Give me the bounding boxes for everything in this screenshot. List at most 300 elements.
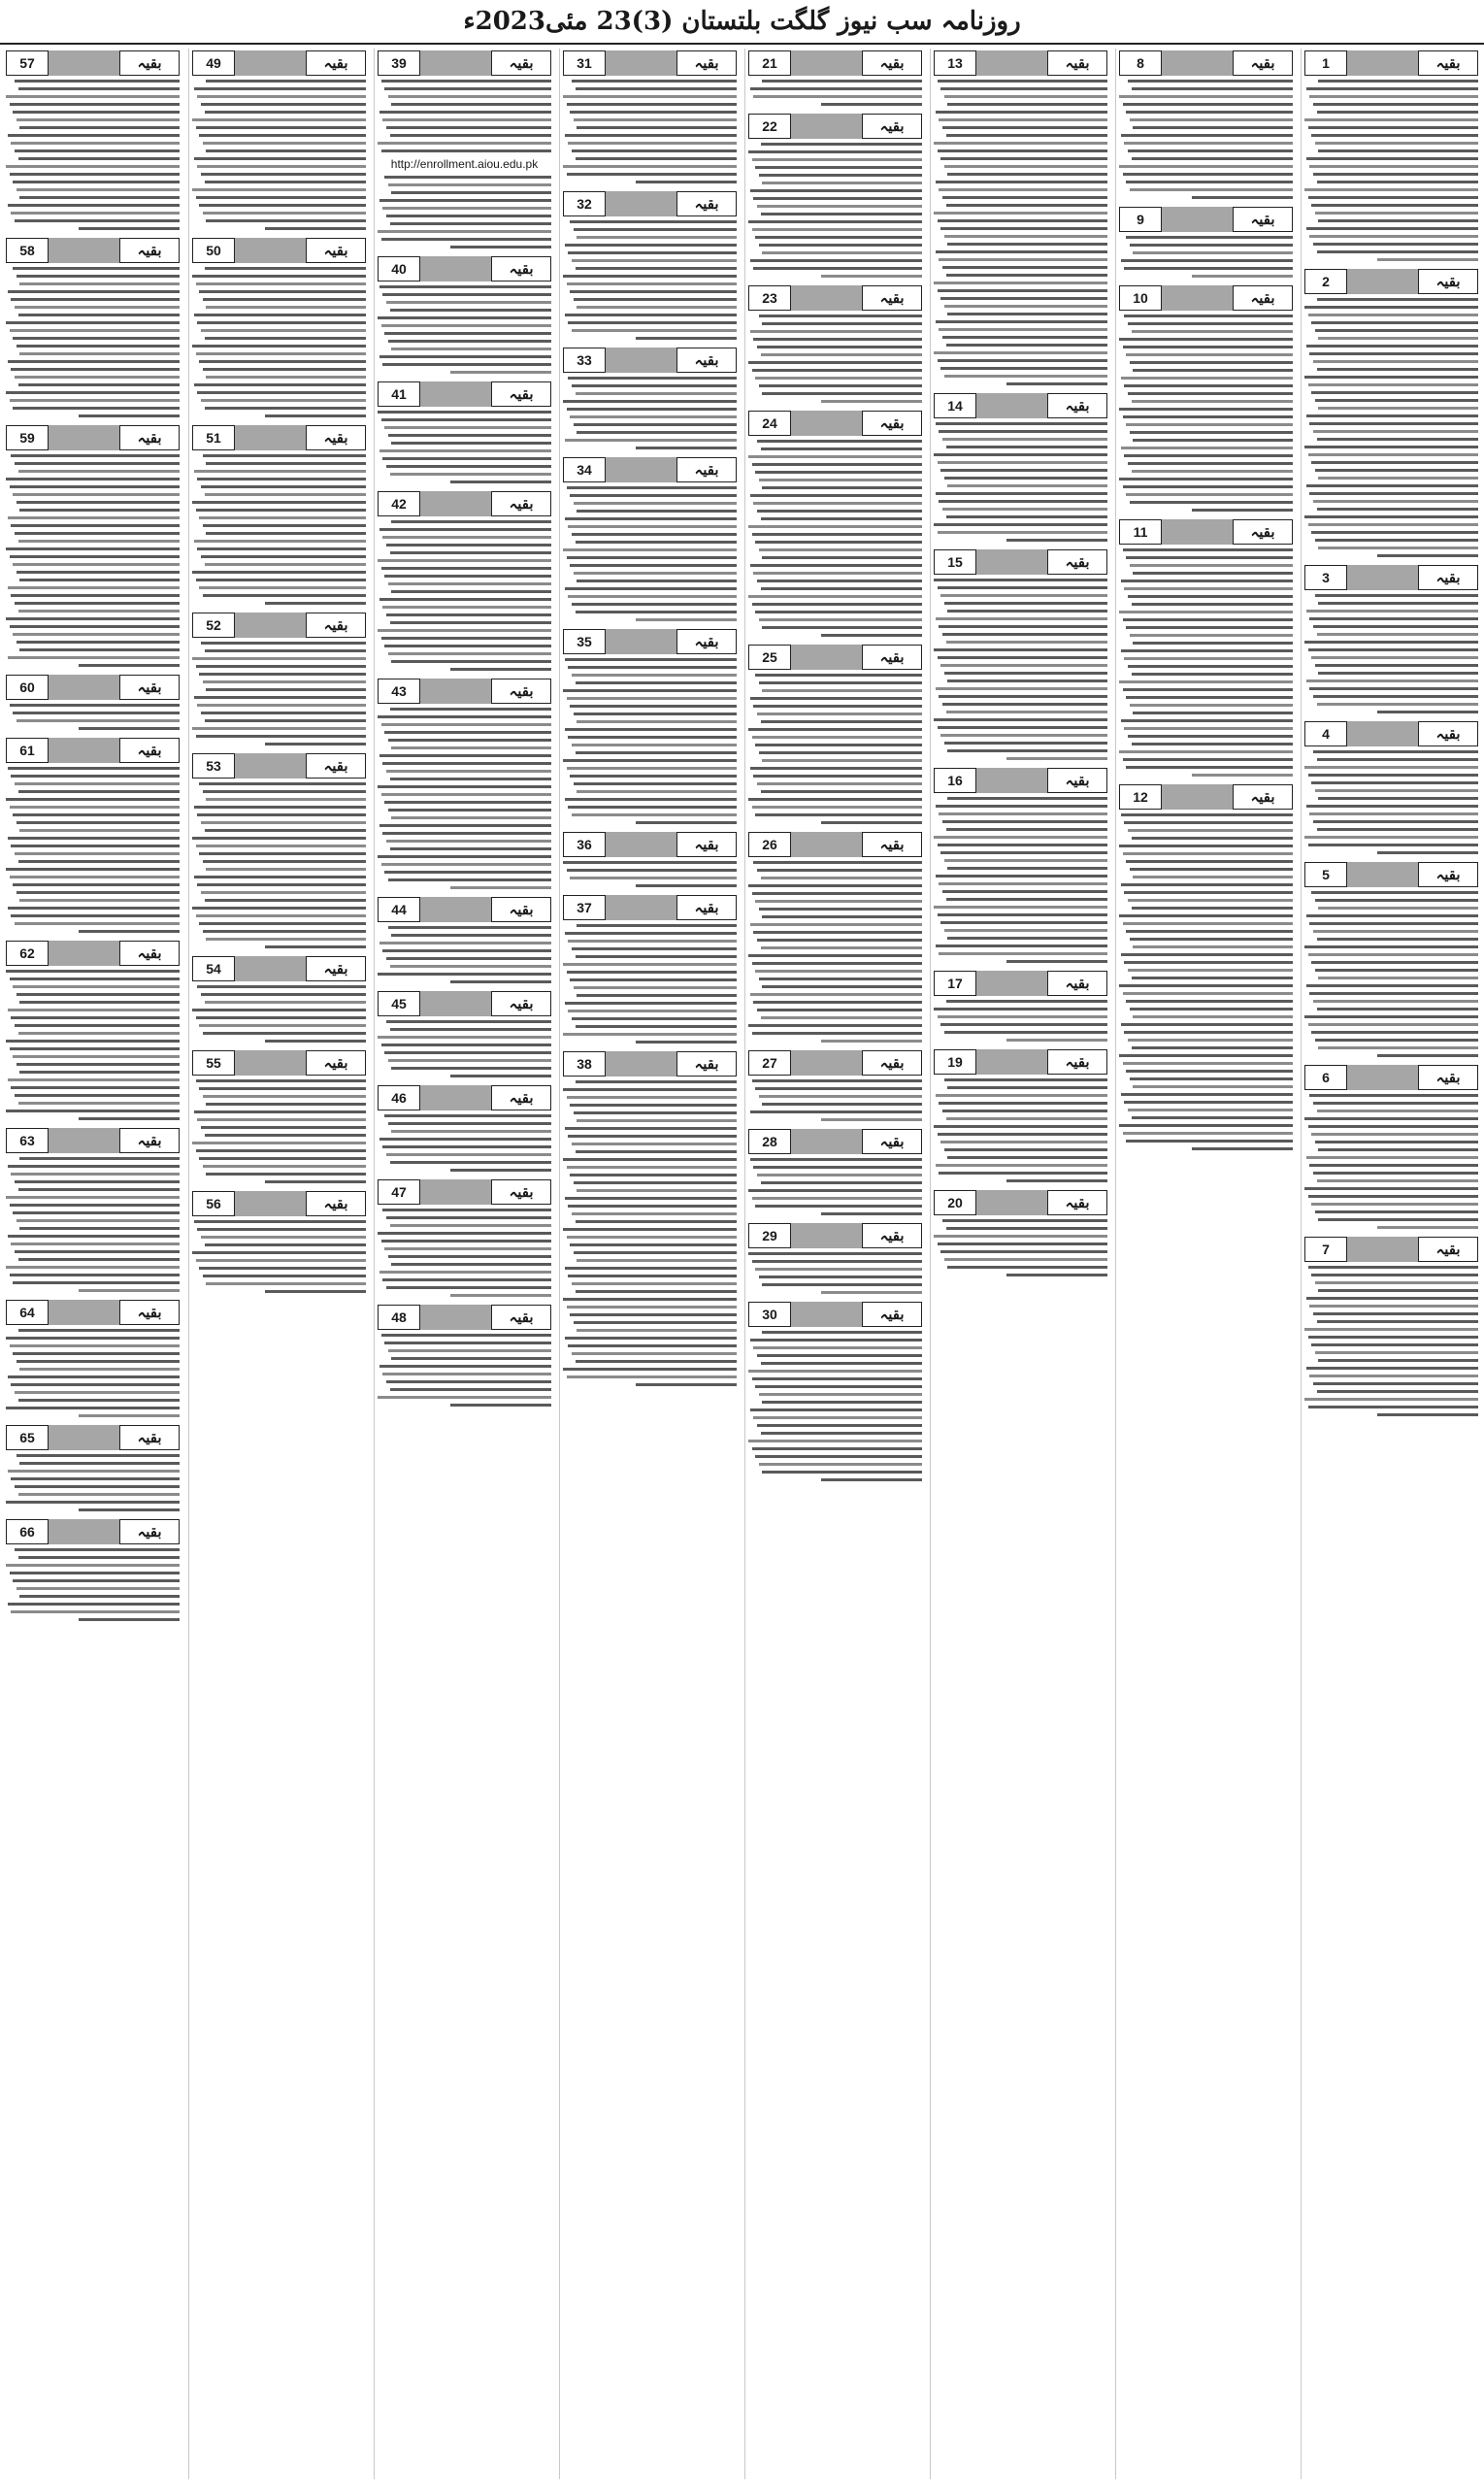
text-line xyxy=(759,977,922,980)
continuation-label: بقیہ xyxy=(1418,269,1478,294)
text-line xyxy=(19,829,180,832)
article-text xyxy=(192,1220,366,1293)
continuation-header xyxy=(934,768,1107,793)
continuation-block xyxy=(192,753,366,948)
text-line xyxy=(752,1260,922,1263)
text-line xyxy=(6,1040,180,1043)
text-line xyxy=(10,399,180,402)
text-line xyxy=(1313,820,1478,823)
text-line xyxy=(10,1047,180,1050)
text-line xyxy=(1128,735,1293,738)
continuation-header xyxy=(1119,285,1293,311)
text-line xyxy=(201,821,366,824)
text-line xyxy=(386,613,551,616)
text-line xyxy=(1308,648,1478,651)
text-line xyxy=(748,525,922,528)
text-line xyxy=(568,1275,737,1277)
text-line xyxy=(6,970,180,973)
article-text xyxy=(1304,594,1478,713)
text-line xyxy=(203,298,366,301)
continuation-number: 13 xyxy=(934,50,976,76)
text-line xyxy=(378,629,551,632)
continuation-number: 46 xyxy=(378,1085,420,1110)
text-line xyxy=(762,689,922,692)
article-text xyxy=(563,220,737,340)
article-text xyxy=(6,80,180,230)
text-line xyxy=(570,1104,737,1107)
text-line xyxy=(1128,322,1293,325)
text-line xyxy=(13,181,180,183)
text-line xyxy=(13,563,180,566)
continuation-header xyxy=(192,50,366,76)
text-line xyxy=(572,1143,737,1145)
text-line xyxy=(1119,338,1293,341)
text-line xyxy=(938,586,1107,589)
text-line xyxy=(6,165,180,168)
text-line xyxy=(1124,142,1293,145)
text-line xyxy=(1308,1266,1478,1269)
text-line xyxy=(388,878,551,881)
text-line xyxy=(576,955,737,958)
text-line xyxy=(382,536,551,539)
text-line xyxy=(1119,845,1293,847)
continuation-block xyxy=(378,991,551,1077)
text-line xyxy=(1306,805,1478,808)
text-line xyxy=(450,1075,551,1077)
text-line xyxy=(1308,126,1478,129)
text-line xyxy=(1311,1343,1478,1346)
article-text xyxy=(192,454,366,605)
text-line xyxy=(13,883,180,886)
article-text xyxy=(934,422,1107,542)
text-line xyxy=(946,515,1107,518)
continuation-header xyxy=(563,1051,737,1077)
text-line xyxy=(1304,446,1478,448)
text-line xyxy=(199,673,366,676)
continuation-block xyxy=(1119,519,1293,777)
continuation-header xyxy=(378,50,551,76)
text-line xyxy=(940,297,1107,300)
header-bar xyxy=(420,256,491,282)
text-line xyxy=(947,749,1107,752)
continuation-number: 53 xyxy=(192,753,235,779)
text-line xyxy=(203,930,366,933)
text-line xyxy=(11,1016,180,1019)
continuation-header xyxy=(563,348,737,373)
continuation-number: 37 xyxy=(563,895,606,920)
text-line xyxy=(199,516,366,519)
text-line xyxy=(753,931,922,934)
continuation-block xyxy=(1304,565,1478,713)
continuation-label: بقیہ xyxy=(676,895,737,920)
text-line xyxy=(940,1023,1107,1026)
text-line xyxy=(563,95,737,98)
text-line xyxy=(382,606,551,609)
continuation-label: بقیہ xyxy=(1233,50,1293,76)
text-line xyxy=(1315,1210,1478,1213)
article-text xyxy=(563,861,737,887)
continuation-number: 41 xyxy=(378,381,420,407)
text-line xyxy=(1318,477,1478,480)
text-line xyxy=(759,908,922,911)
continuation-label: بقیہ xyxy=(119,425,180,450)
text-line xyxy=(576,1360,737,1363)
text-line xyxy=(16,345,180,348)
text-line xyxy=(1306,414,1478,417)
text-line xyxy=(570,775,737,778)
header-bar xyxy=(1162,784,1233,810)
text-line xyxy=(203,142,366,145)
text-line xyxy=(206,149,366,152)
text-line xyxy=(16,993,180,996)
text-line xyxy=(750,923,922,926)
continuation-label: بقیہ xyxy=(119,675,180,700)
text-line xyxy=(750,993,922,996)
text-line xyxy=(15,80,180,83)
continuation-number: 22 xyxy=(748,114,791,139)
text-line xyxy=(381,149,551,152)
text-line xyxy=(570,111,737,114)
text-line xyxy=(944,305,1107,308)
continuation-label: بقیہ xyxy=(306,1050,366,1076)
continuation-label: بقیہ xyxy=(306,425,366,450)
continuation-number: 62 xyxy=(6,941,49,966)
continuation-header xyxy=(1119,50,1293,76)
header-bar xyxy=(1347,862,1418,887)
text-line xyxy=(386,840,551,843)
text-line xyxy=(450,1169,551,1172)
text-line xyxy=(1317,298,1478,301)
text-line xyxy=(938,656,1107,659)
continuation-header xyxy=(6,425,180,450)
text-line xyxy=(563,548,737,551)
text-line xyxy=(946,274,1107,277)
text-line xyxy=(1309,1094,1478,1097)
text-line xyxy=(13,493,180,496)
text-line xyxy=(947,243,1107,246)
article-text xyxy=(1304,80,1478,261)
text-line xyxy=(752,1447,922,1450)
text-line xyxy=(196,845,366,847)
continuation-block xyxy=(748,411,922,637)
text-line xyxy=(384,801,551,804)
text-line xyxy=(8,907,180,910)
text-line xyxy=(15,1180,180,1183)
text-line xyxy=(79,1414,180,1417)
text-line xyxy=(576,87,737,90)
text-line xyxy=(572,329,737,332)
text-line xyxy=(8,360,180,363)
header-bar xyxy=(1347,50,1418,76)
continuation-label: بقیہ xyxy=(306,238,366,263)
text-line xyxy=(1306,1156,1478,1159)
text-line xyxy=(755,970,922,973)
header-bar xyxy=(976,50,1047,76)
text-line xyxy=(391,816,551,819)
text-line xyxy=(192,907,366,910)
text-line xyxy=(379,598,551,601)
text-line xyxy=(567,486,737,489)
text-line xyxy=(1126,423,1293,426)
text-line xyxy=(636,447,737,449)
text-line xyxy=(947,937,1107,940)
text-line xyxy=(1124,267,1293,270)
text-line xyxy=(1133,369,1293,372)
text-line xyxy=(570,494,737,497)
text-line xyxy=(572,149,737,152)
continuation-number: 36 xyxy=(563,832,606,857)
continuation-label: بقیہ xyxy=(1047,549,1107,575)
text-line xyxy=(206,462,366,465)
continuation-header xyxy=(934,1190,1107,1215)
text-line xyxy=(13,407,180,410)
text-line xyxy=(10,625,180,628)
text-line xyxy=(203,594,366,597)
text-line xyxy=(384,1342,551,1344)
text-line xyxy=(1132,330,1293,333)
continuation-block xyxy=(192,50,366,230)
text-line xyxy=(748,455,922,458)
text-line xyxy=(384,645,551,647)
text-line xyxy=(636,337,737,340)
text-line xyxy=(1130,188,1293,191)
text-line xyxy=(1313,243,1478,246)
text-line xyxy=(19,1462,180,1465)
text-line xyxy=(759,384,922,387)
text-line xyxy=(11,142,180,145)
continuation-number: 38 xyxy=(563,1051,606,1077)
text-line xyxy=(16,641,180,644)
header-bar xyxy=(235,238,306,263)
continuation-label: بقیہ xyxy=(1418,565,1478,590)
text-line xyxy=(18,157,180,160)
text-line xyxy=(384,731,551,734)
text-line xyxy=(944,235,1107,238)
article-text xyxy=(748,861,922,1043)
continuation-block xyxy=(934,50,1107,385)
text-line xyxy=(450,371,551,374)
text-line xyxy=(1128,1039,1293,1042)
text-line xyxy=(79,1117,180,1120)
text-line xyxy=(574,986,737,989)
continuation-header xyxy=(1304,862,1478,887)
text-line xyxy=(206,306,366,309)
text-line xyxy=(194,157,366,160)
text-line xyxy=(939,328,1107,331)
text-line xyxy=(1306,914,1478,917)
text-line xyxy=(1306,484,1478,487)
text-line xyxy=(201,891,366,894)
continuation-number: 50 xyxy=(192,238,235,263)
text-line xyxy=(205,493,366,496)
text-line xyxy=(1128,595,1293,598)
text-line xyxy=(762,486,922,489)
text-line xyxy=(755,1385,922,1388)
text-line xyxy=(946,134,1107,137)
continuation-header xyxy=(1304,50,1478,76)
text-line xyxy=(762,392,922,395)
text-line xyxy=(1306,227,1478,230)
text-line xyxy=(205,1243,366,1246)
text-line xyxy=(16,1219,180,1222)
column-7 xyxy=(188,49,369,2479)
continuation-number: 42 xyxy=(378,491,420,516)
text-line xyxy=(379,754,551,757)
text-line xyxy=(382,1145,551,1148)
text-line xyxy=(1121,259,1293,262)
text-line xyxy=(1123,173,1293,176)
text-line xyxy=(205,563,366,566)
text-line xyxy=(636,884,737,887)
text-line xyxy=(755,744,922,746)
continuation-number: 59 xyxy=(6,425,49,450)
text-line xyxy=(11,1383,180,1386)
text-line xyxy=(15,149,180,152)
text-line xyxy=(939,118,1107,121)
text-line xyxy=(391,1130,551,1133)
text-line xyxy=(1313,103,1478,106)
text-line xyxy=(1192,774,1293,777)
text-line xyxy=(18,860,180,863)
continuation-block xyxy=(1304,1237,1478,1416)
continuation-block xyxy=(563,832,737,887)
text-line xyxy=(755,236,922,239)
text-line xyxy=(18,1258,180,1261)
text-line xyxy=(1126,696,1293,699)
text-line xyxy=(821,821,922,824)
text-line xyxy=(1304,945,1478,948)
continuation-number: 6 xyxy=(1304,1065,1347,1090)
text-line xyxy=(940,664,1107,667)
text-line xyxy=(1315,329,1478,332)
text-line xyxy=(391,442,551,445)
text-line xyxy=(1133,945,1293,948)
text-line xyxy=(938,219,1107,222)
text-line xyxy=(382,949,551,952)
text-line xyxy=(386,1380,551,1383)
continuation-number: 21 xyxy=(748,50,791,76)
text-line xyxy=(1133,1015,1293,1018)
text-line xyxy=(563,1228,737,1231)
continuation-header xyxy=(563,50,737,76)
text-line xyxy=(6,868,180,871)
text-line xyxy=(761,213,922,215)
text-line xyxy=(11,1242,180,1245)
text-line xyxy=(759,1393,922,1396)
text-line xyxy=(390,778,551,780)
text-line xyxy=(382,1209,551,1211)
text-line xyxy=(1130,501,1293,504)
article-text xyxy=(748,143,922,278)
text-line xyxy=(194,540,366,543)
text-line xyxy=(572,603,737,606)
text-line xyxy=(18,1329,180,1332)
text-line xyxy=(572,1282,737,1285)
text-line xyxy=(944,95,1107,98)
header-bar xyxy=(976,549,1047,575)
text-line xyxy=(1318,547,1478,549)
text-line xyxy=(757,205,922,208)
continuation-header xyxy=(563,457,737,482)
continuation-number: 14 xyxy=(934,393,976,418)
text-line xyxy=(934,836,1107,839)
text-line xyxy=(386,301,551,304)
text-line xyxy=(1130,1008,1293,1011)
continuation-number: 26 xyxy=(748,832,791,857)
text-line xyxy=(1133,251,1293,254)
text-line xyxy=(199,922,366,925)
text-line xyxy=(1313,360,1478,363)
text-line xyxy=(192,501,366,504)
text-line xyxy=(1317,368,1478,371)
text-line xyxy=(576,1025,737,1028)
text-line xyxy=(1309,352,1478,355)
text-line xyxy=(761,587,922,590)
text-line xyxy=(391,1263,551,1266)
text-line xyxy=(379,1365,551,1368)
text-line xyxy=(757,440,922,443)
text-line xyxy=(19,1595,180,1598)
text-line xyxy=(19,126,180,129)
text-line xyxy=(574,298,737,301)
text-line xyxy=(1318,337,1478,340)
text-line xyxy=(1309,1305,1478,1308)
text-line xyxy=(1123,103,1293,106)
text-line xyxy=(8,1603,180,1606)
text-line xyxy=(939,882,1107,885)
text-line xyxy=(1317,508,1478,511)
continuation-label: بقیہ xyxy=(862,114,922,139)
text-line xyxy=(8,656,180,659)
text-line xyxy=(947,1266,1107,1269)
text-line xyxy=(18,1102,180,1105)
text-line xyxy=(944,375,1107,378)
text-line xyxy=(265,227,366,230)
text-line xyxy=(378,230,551,233)
text-line xyxy=(750,87,922,90)
text-line xyxy=(568,1205,737,1208)
text-line xyxy=(936,944,1107,947)
continuation-number: 32 xyxy=(563,191,606,216)
text-line xyxy=(378,785,551,788)
article-text xyxy=(192,642,366,746)
text-line xyxy=(750,259,922,262)
text-line xyxy=(577,431,737,434)
text-line xyxy=(10,977,180,980)
text-line xyxy=(1304,376,1478,379)
article-text xyxy=(934,1219,1107,1276)
text-line xyxy=(197,813,366,816)
continuation-header xyxy=(1304,721,1478,746)
text-line xyxy=(947,103,1107,106)
text-line xyxy=(1308,1406,1478,1408)
text-line xyxy=(946,898,1107,901)
text-line xyxy=(1132,977,1293,979)
text-line xyxy=(946,1227,1107,1230)
continuation-label: بقیہ xyxy=(676,191,737,216)
text-line xyxy=(201,993,366,996)
continuation-label: بقیہ xyxy=(1047,1190,1107,1215)
article-text xyxy=(563,924,737,1044)
text-line xyxy=(390,847,551,850)
text-line xyxy=(567,767,737,770)
text-line xyxy=(379,1271,551,1274)
text-line xyxy=(11,1173,180,1176)
continuation-number: 16 xyxy=(934,768,976,793)
text-line xyxy=(936,1094,1107,1097)
text-line xyxy=(940,1250,1107,1253)
text-line xyxy=(762,1331,922,1334)
